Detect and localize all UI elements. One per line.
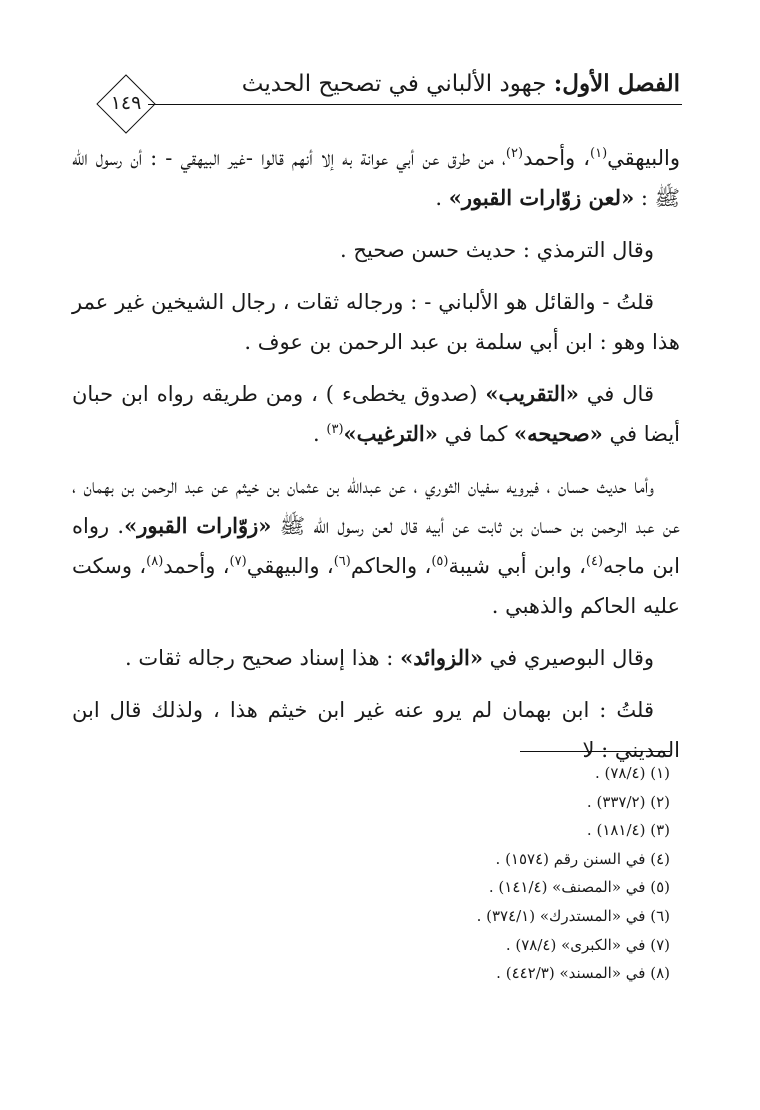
footnote-7: (٧) في «الكبرى» (٧٨/٤) . (505, 935, 670, 954)
text-run: . (313, 422, 327, 446)
text-run: والبيهقي (607, 146, 681, 170)
chapter-title: جهود الألباني في تصحيح الحديث (241, 71, 554, 97)
page-number: ١٤٩ (110, 92, 142, 114)
text-run: ، وابن أبي شيبة (448, 554, 586, 578)
text-run: : هذا إسناد صحيح رجاله ثقات . (125, 646, 401, 670)
text-run: . (435, 186, 449, 210)
text-run: (صدوق يخطىء ) ، ومن طريقه رواه ابن حبان أيضا في (72, 382, 680, 446)
footnote-separator (520, 751, 670, 752)
footnote-6: (٦) في «المستدرك» (٣٧٤/١) . (476, 906, 670, 925)
text-run: ، وسكت عليه الحاكم والذهبي . (72, 554, 680, 618)
footnote-ref-2: (٢) (505, 146, 524, 161)
text-run: . رواه ابن ماجه (72, 514, 680, 578)
text-run: وقال البوصيري في (482, 646, 654, 670)
footnote-1: (١) (٧٨/٤) . (594, 764, 670, 782)
text-run: قال في (578, 382, 654, 406)
footnote-ref-4: (٤) (585, 554, 604, 569)
hadith-quote: «لعن زوّارات القبور» (448, 185, 635, 210)
footnote-ref-7: (٧) (229, 554, 247, 569)
book-title: «الترغيب» (343, 421, 438, 446)
paragraph-4 (72, 374, 680, 454)
text-run: ، وأحمد (523, 146, 591, 170)
running-header (100, 66, 680, 102)
header-rule (148, 104, 682, 105)
book-title: «الزوائد» (400, 645, 483, 670)
footnote-ref-6: (٦) (333, 554, 351, 569)
paragraph-3: قلتُ - والقائل هو الألباني - : ورجاله ثقات ، رجال الشيخين غير عمر هذا وهو : ابن أبي سلمة بن عبد الرحمن بن عوف . (72, 290, 680, 354)
footnote-ref-1: (١) (590, 146, 608, 161)
footnote-ref-5: (٥) (431, 554, 449, 569)
text-run: ، من طرق عن أبي عوانة به إلا أنهم قالوا -غير البيهقي - : أن رسول الله ﷺ : (72, 146, 680, 210)
footnotes (300, 759, 670, 988)
footnote-ref-3: (٣) (326, 422, 344, 437)
paragraph-7: قلتُ : ابن بهمان لم يرو عنه غير ابن خيثم هذا ، ولذلك قال ابن المديني : لا (72, 698, 680, 762)
footnote-ref-8: (٨) (146, 554, 164, 569)
chapter-label: الفصل الأول: (553, 70, 680, 97)
paragraph-1 (72, 138, 680, 218)
book-title: «التقريب» (485, 381, 579, 406)
footnote-5: (٥) في «المصنف» (١٤١/٤) . (488, 878, 670, 897)
footnote-2: (٢) (٣٣٧/٢) . (586, 792, 670, 811)
text-run: كما في (437, 422, 515, 446)
footnote-8: (٨) في «المسند» (٤٤٢/٣) . (496, 964, 670, 983)
text-run: ، والحاكم (350, 554, 432, 578)
footnote-3: (٣) (١٨١/٤) . (586, 821, 670, 840)
footnote-4: (٤) في السنن رقم (١٥٧٤) . (495, 849, 670, 868)
text-run: ، وأحمد (163, 554, 230, 578)
text-run: وأما حديث حسان ، فيرويه سفيان الثوري ، عن عبدالله بن عثمان بن خيثم عن عبد الرحمن بن بهمان ، عن عبد الرحمن بن حسان بن ثابت عن أبيه قال لعن رسول الله ﷺ (72, 474, 680, 538)
main-text (72, 138, 680, 770)
book-title: «صحيحه» (514, 421, 603, 446)
paragraph-2: وقال الترمذي : حديث حسن صحيح . (340, 238, 654, 262)
hadith-quote: «زوّارات القبور» (124, 513, 272, 538)
text-run: ، والبيهقي (246, 554, 334, 578)
paragraph-6 (72, 638, 680, 678)
paragraph-5 (72, 466, 680, 626)
